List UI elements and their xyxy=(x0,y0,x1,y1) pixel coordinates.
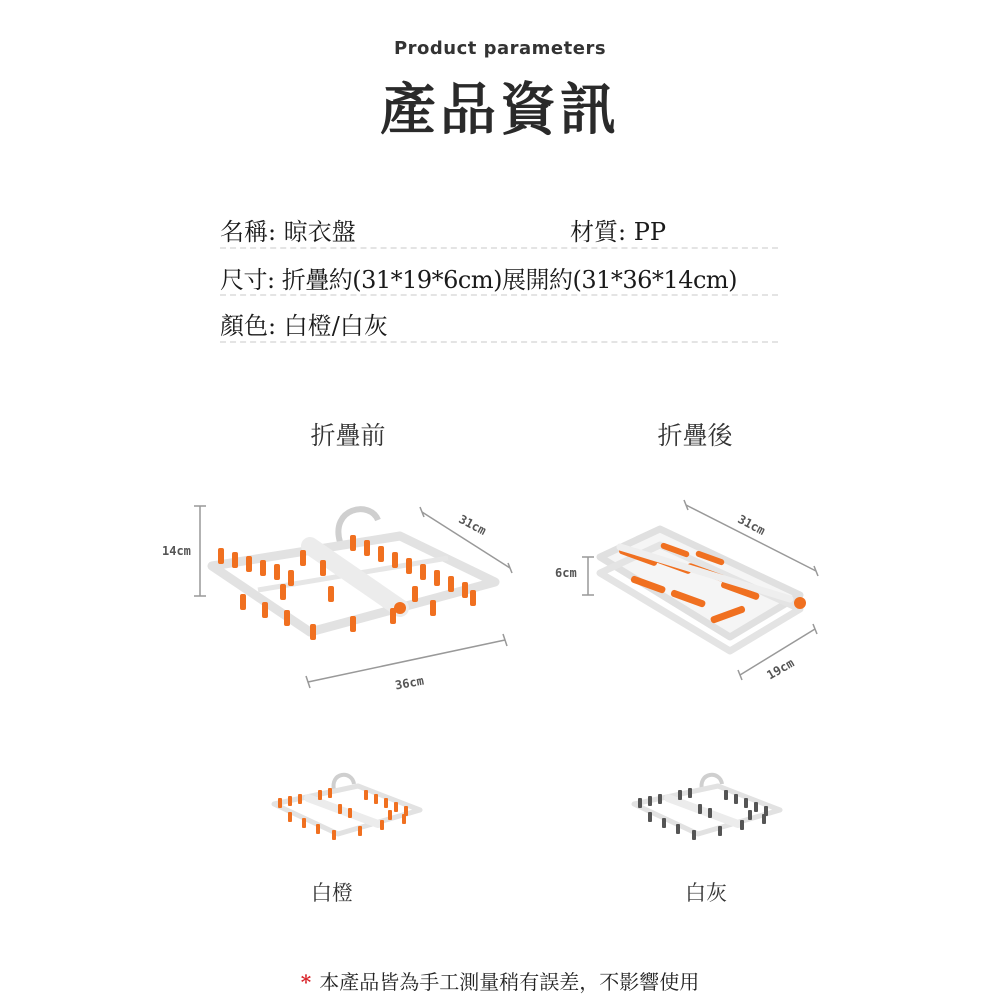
after-width-dim: 19cm xyxy=(764,655,797,683)
spec-material: 材質: PP xyxy=(570,218,667,246)
before-width-dim: 36cm xyxy=(394,673,425,693)
variant-label-white-orange: 白橙 xyxy=(311,881,353,905)
divider xyxy=(220,294,778,296)
after-fold-label: 折疊後 xyxy=(657,421,733,450)
white-gray-variant-image xyxy=(628,768,788,848)
folded-hanger-illustration xyxy=(560,495,840,685)
before-depth-dim: 31cm xyxy=(456,512,489,538)
disclaimer-text: 本產品皆為手工測量稍有誤差，不影響使用 xyxy=(319,970,700,994)
divider xyxy=(220,341,778,343)
white-orange-variant-image xyxy=(268,768,428,848)
spec-color: 顏色: 白橙/白灰 xyxy=(220,312,388,340)
disclaimer-note xyxy=(0,966,1000,995)
variant-label-white-gray: 白灰 xyxy=(685,881,727,905)
subtitle: Product parameters xyxy=(393,38,607,59)
spec-size: 尺寸: 折疊約(31*19*6cm)展開約(31*36*14cm) xyxy=(220,266,738,294)
page-title: 產品資訊 xyxy=(380,78,620,143)
before-fold-label: 折疊前 xyxy=(310,421,386,450)
asterisk-icon: * xyxy=(300,970,312,994)
spec-name: 名稱: 晾衣盤 xyxy=(220,218,356,246)
after-depth-dim: 31cm xyxy=(735,512,768,538)
after-height-dim: 6cm xyxy=(555,566,577,580)
divider xyxy=(220,247,778,249)
before-height-dim: 14cm xyxy=(162,544,191,558)
